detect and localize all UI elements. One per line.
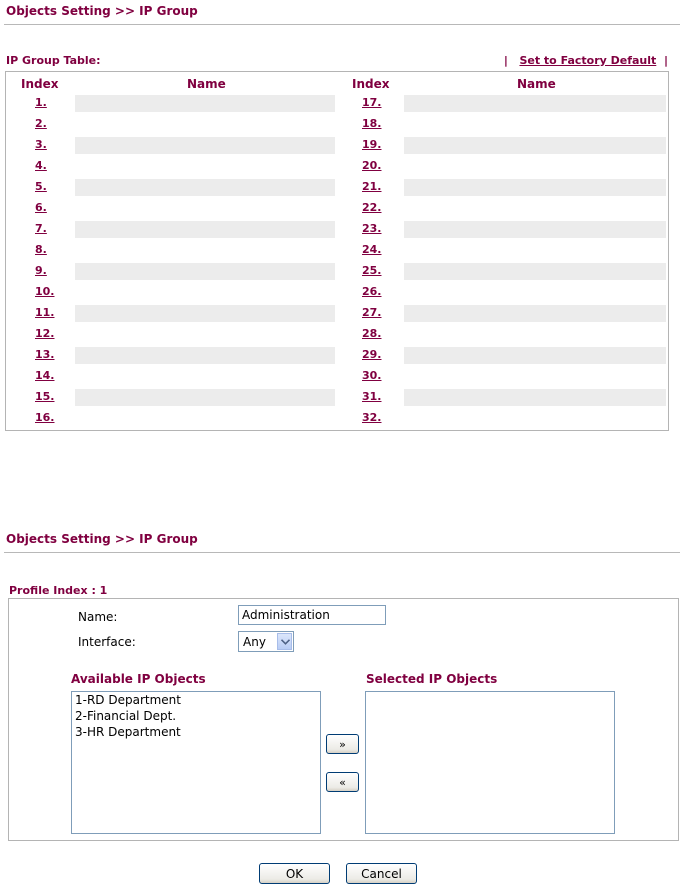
table-row (6, 137, 668, 154)
group-index-link[interactable]: 29. (362, 348, 382, 361)
dropdown-arrow-button[interactable] (277, 633, 292, 650)
group-name-cell (404, 158, 666, 175)
table-row (6, 368, 668, 385)
group-name-cell (404, 305, 666, 322)
group-name-cell (404, 368, 666, 385)
name-label: Name: (78, 610, 118, 624)
column-header-index: Index (21, 77, 59, 91)
table-row (6, 116, 668, 133)
group-index-link[interactable]: 18. (362, 117, 382, 130)
table-row (6, 95, 668, 112)
table-row (6, 179, 668, 196)
available-ip-objects-title: Available IP Objects (71, 672, 206, 686)
table-row (6, 242, 668, 259)
group-name-cell (404, 179, 666, 196)
group-index-link[interactable]: 25. (362, 264, 382, 277)
group-index-link[interactable]: 28. (362, 327, 382, 340)
group-index-link[interactable]: 1. (35, 96, 47, 109)
add-object-button[interactable]: » (326, 734, 359, 754)
group-name-cell (404, 221, 666, 238)
column-header-index: Index (352, 77, 390, 91)
separator: | (663, 54, 668, 67)
interface-select[interactable] (238, 631, 294, 652)
table-row (6, 326, 668, 343)
group-index-link[interactable]: 8. (35, 243, 47, 256)
table-row (6, 200, 668, 217)
group-index-link[interactable]: 32. (362, 411, 382, 424)
table-row (6, 158, 668, 175)
group-index-link[interactable]: 31. (362, 390, 382, 403)
group-index-link[interactable]: 2. (35, 117, 47, 130)
group-index-link[interactable]: 21. (362, 180, 382, 193)
group-index-link[interactable]: 9. (35, 264, 47, 277)
table-title: IP Group Table: (6, 54, 101, 67)
table-row (6, 284, 668, 301)
available-ip-objects-list[interactable] (71, 691, 321, 834)
name-input[interactable] (238, 605, 386, 625)
group-name-cell (404, 326, 666, 343)
group-index-link[interactable]: 12. (35, 327, 55, 340)
table-row (6, 305, 668, 322)
column-header-name: Name (187, 77, 226, 91)
group-index-link[interactable]: 4. (35, 159, 47, 172)
table-row (6, 410, 668, 427)
group-index-link[interactable]: 3. (35, 138, 47, 151)
selected-ip-objects-list[interactable] (365, 691, 615, 834)
selected-ip-objects-title: Selected IP Objects (366, 672, 498, 686)
group-index-link[interactable]: 5. (35, 180, 47, 193)
group-index-link[interactable]: 16. (35, 411, 55, 424)
title-divider (4, 552, 680, 553)
group-index-link[interactable]: 14. (35, 369, 55, 382)
group-name-cell (404, 389, 666, 406)
group-index-link[interactable]: 30. (362, 369, 382, 382)
group-index-link[interactable]: 10. (35, 285, 55, 298)
group-index-link[interactable]: 20. (362, 159, 382, 172)
table-row (6, 263, 668, 280)
chevron-down-icon (281, 639, 290, 645)
column-header-name: Name (517, 77, 556, 91)
group-name-cell (404, 284, 666, 301)
group-name-cell (404, 137, 666, 154)
group-name-cell (404, 200, 666, 217)
group-index-link[interactable]: 13. (35, 348, 55, 361)
group-index-link[interactable]: 15. (35, 390, 55, 403)
group-name-cell (404, 410, 666, 427)
list-item[interactable]: 2-Financial Dept. (75, 709, 177, 723)
title-divider (4, 24, 680, 25)
group-name-cell (404, 95, 666, 112)
page-title: Objects Setting >> IP Group (6, 4, 198, 18)
group-index-link[interactable]: 6. (35, 201, 47, 214)
group-name-cell (404, 347, 666, 364)
group-name-cell (404, 116, 666, 133)
cancel-button[interactable]: Cancel (346, 863, 417, 884)
edit-page-title: Objects Setting >> IP Group (6, 532, 198, 546)
interface-label: Interface: (78, 635, 136, 649)
group-index-link[interactable]: 7. (35, 222, 47, 235)
separator: | (503, 54, 508, 67)
ip-group-table (5, 71, 669, 431)
remove-object-button[interactable]: « (326, 772, 359, 792)
list-item[interactable]: 1-RD Department (75, 693, 181, 707)
group-name-cell (404, 263, 666, 280)
group-name-cell (404, 242, 666, 259)
group-index-link[interactable]: 27. (362, 306, 382, 319)
table-header-bar (6, 54, 668, 68)
table-row (6, 347, 668, 364)
profile-index-label: Profile Index : 1 (9, 584, 108, 597)
group-index-link[interactable]: 19. (362, 138, 382, 151)
group-index-link[interactable]: 17. (362, 96, 382, 109)
group-index-link[interactable]: 11. (35, 306, 55, 319)
group-index-link[interactable]: 26. (362, 285, 382, 298)
group-index-link[interactable]: 22. (362, 201, 382, 214)
table-row (6, 221, 668, 238)
table-row (6, 389, 668, 406)
list-item[interactable]: 3-HR Department (75, 725, 181, 739)
set-to-factory-default-link[interactable]: Set to Factory Default (519, 54, 657, 67)
factory-default-group (504, 54, 668, 67)
ok-button[interactable]: OK (259, 863, 330, 884)
interface-selected-value: Any (243, 635, 266, 649)
group-index-link[interactable]: 24. (362, 243, 382, 256)
group-index-link[interactable]: 23. (362, 222, 382, 235)
